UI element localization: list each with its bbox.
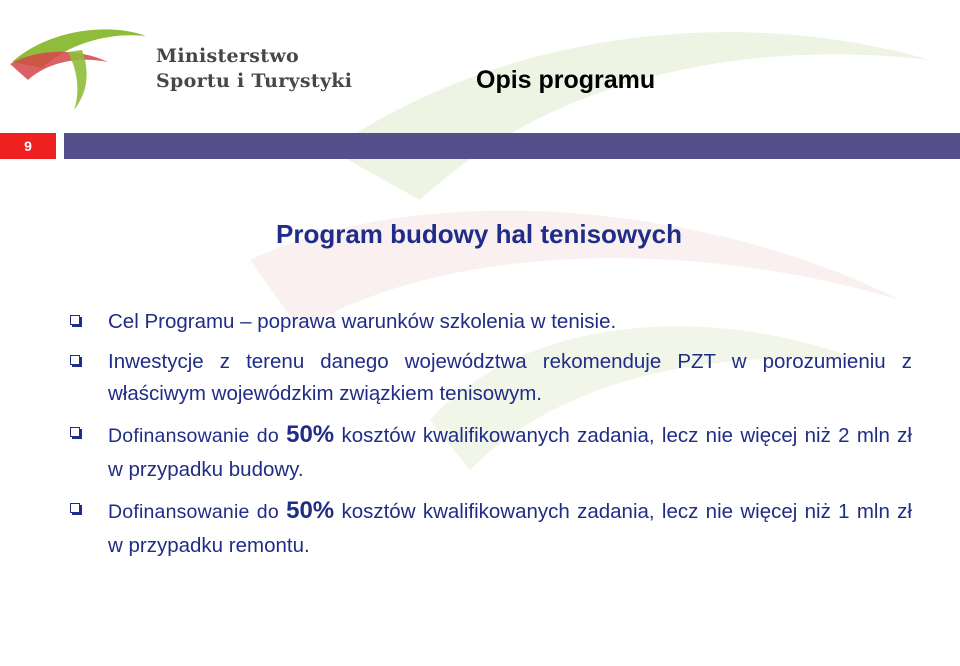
checkbox-bullet-icon	[70, 315, 80, 325]
checkbox-bullet-icon	[70, 503, 80, 513]
ministry-name-line1: Ministerstwo	[156, 45, 299, 67]
page-title: Opis programu	[476, 66, 656, 94]
bullet-list	[70, 306, 912, 562]
ministry-name-line2: Sportu i Turystyki	[156, 70, 353, 92]
bullet-tail-text: kosztów kwalifikowanych zadania, lecz nie więcej niż 2 mln zł w przypadku budowy.	[108, 424, 912, 481]
list-item	[70, 494, 912, 562]
bullet-text: Inwestycje z terenu danego województwa rekomenduje PZT w porozumieniu z właściwym wojewódzkim związkiem tenisowym.	[108, 350, 912, 405]
list-item	[70, 346, 912, 410]
slide-subtitle: Program budowy hal tenisowych	[276, 219, 682, 249]
bullet-tail-text: kosztów kwalifikowanych zadania, lecz nie więcej niż 1 mln zł w przypadku remontu.	[108, 500, 912, 557]
checkbox-bullet-icon	[70, 427, 80, 437]
list-item	[70, 418, 912, 486]
slide-number-badge: 9	[0, 133, 56, 159]
list-item	[70, 306, 912, 338]
checkbox-bullet-icon	[70, 355, 80, 365]
bullet-text: Cel Programu – poprawa warunków szkolenia w tenisie.	[108, 310, 617, 333]
bullet-percentage: 50%	[286, 497, 335, 524]
bullet-percentage: 50%	[286, 421, 335, 448]
bullet-lead-text: Dofinansowanie do	[108, 501, 287, 523]
bullet-lead-text: Dofinansowanie do	[108, 425, 287, 447]
